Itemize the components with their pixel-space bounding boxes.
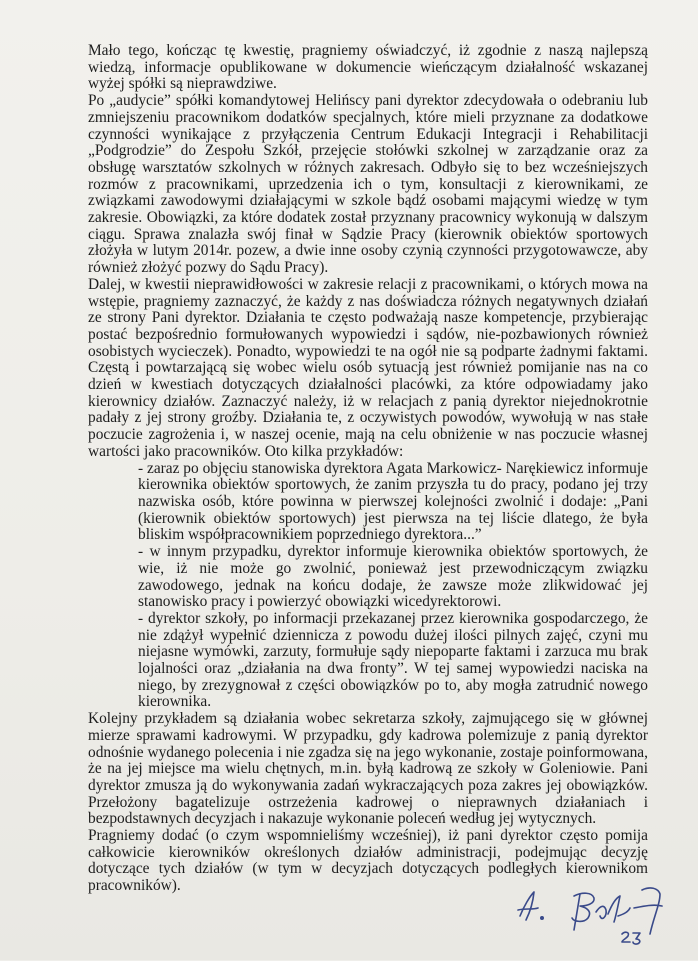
handwritten-signature [512, 876, 682, 956]
paragraph-audit: Po „audycie” spółki komandytowej Helińscy pani dyrektor zdecydowała o odebraniu lub zmniejszeniu pracownikom dodatków specjalnych, które mieli przyznane za dodatkowe czynności wynikające z przyłączenia Centrum Edukacji Integracji i Rehabilitacji „Podgrodzie” do Zespołu Szkół, przejęcie stołówki szkolnej w zarządzanie oraz za obsługę warsztatów szkolnych w różnych zakresach. Odbyło się to bez wcześniejszych rozmów z pracownikami, uprzedzenia ich o tym, konsultacji z kierownikami, ze związkami zawodowymi działającymi w szkole bądź osobami mającymi wiedzę w tym zakresie. Obowiązki, za które dodatek został przyznany pracownicy wykonują w dalszym ciągu. Sprawa znalazła swój finał w Sądzie Pracy (kierownik obiektów sportowych złożyła w lutym 2014r. pozew, a dwie inne osoby czynią czynności przygotowawcze, aby również złożyć pozwy do Sądu Pracy). [88, 92, 648, 277]
paragraph-closing: Pragniemy dodać (o czym wspomnieliśmy wcześniej), iż pani dyrektor często pomija całkowicie kierowników określonych działów administracji, podejmując decyzję dotyczące tych działów (w tym w decyzjach dotyczących podległych kierownikom pracowników). [88, 827, 648, 895]
example-item: - dyrektor szkoły, po informacji przekazanej przez kierownika gospodarczego, że nie zdążył wypełnić dziennicza z powodu dużej ilości pilnych zajęć, czyni mu niejasne wymówki, zarzuty, formułuje sądy niepoparte faktami i zarzuca mu brak lojalności oraz „działania na dwa fronty”. W tej samej wypowiedzi naciska na niego, by zrezygnował z części obowiązków po to, aby mogła zatrudnić nowego kierownika. [138, 609, 648, 711]
signature-scribble-icon [512, 876, 682, 956]
paragraph-secretary: Kolejny przykładem są działania wobec sekretarza szkoły, zajmującego się w głównej mierze sprawami kadrowymi. W przypadku, gdy kadrowa polemizuje z panią dyrektor odnośnie wydanego polecenia i nie zgadza się na jego wykonanie, zostaje poinformowana, że na jej miejsce ma wielu chętnych, m.in. byłą kadrową ze szkoły w Goleniowie. Pani dyrektor zmusza ją do wykonywania zadań wykraczających poza zakres jej obowiązków. Przełożony bagatelizuje ostrzeżenia kadrowej o nieprawnych działaniach i bezpodstawnych decyzjach i nakazuje wykonanie poleceń według jej wytycznych. [88, 710, 648, 828]
paragraph-relations: Dalej, w kwestii nieprawidłowości w zakresie relacji z pracownikami, o których mowa na wstępie, pragniemy zaznaczyć, że każdy z nas doświadcza różnych negatywnych działań ze strony Pani dyrektor. Działania te często podważają nasze kompetencje, przybierając postać bezpośrednio formułowanych wypowiedzi i sądów, nie-pozbawionych również osobistych wycieczek). Ponadto, wypowiedzi te na ogół nie są podparte żadnymi faktami. Częstą i powtarzającą się wobec wielu osób sytuacją jest również pomijanie nas na co dzień w kwestiach dotyczących działalności placówki, za które odpowiadamy jako kierownicy działów. Zaznaczyć należy, iż w relacjach z panią dyrektor niejednokrotnie padały z jej strony groźby. Działania te, z oczywistych powodów, wywołują w nas stałe poczucie zagrożenia i, w naszej ocenie, mają na celu obniżenie w nas poczucie własnej wartości jako pracowników. Oto kilka przykładów: [88, 275, 648, 460]
paragraph-intro: Mało tego, kończąc tę kwestię, pragniemy oświadczyć, iż zgodnie z naszą najlepszą wiedzą, informacje opublikowane w dokumencie wieńczącym działalność wskazanej wyżej spółki są nieprawdziwe. [88, 42, 648, 93]
example-item: - zaraz po objęciu stanowiska dyrektora Agata Markowicz- Narękiewicz informuje kierownika obiektów sportowych, że zanim przyszła tu do pracy, podano jej trzy nazwiska osób, które powinna w pierwszej kolejności zwolnić i dodaje: „Pani (kierownik obiektów sportowych) jest pierwsza na tej liście dlatego, że była bliskim współpracownikiem poprzedniego dyrektora...” [138, 459, 648, 544]
example-item: - w innym przypadku, dyrektor informuje kierownika obiektów sportowych, że wie, iż nie może go zwolnić, ponieważ jest przewodniczącym związku zawodowego, jednak na końcu dodaje, że zawsze może zlikwidować jej stanowisko pracy i powierzyć obowiązki wicedyrektorowi. [138, 543, 648, 611]
document-body [88, 43, 648, 895]
